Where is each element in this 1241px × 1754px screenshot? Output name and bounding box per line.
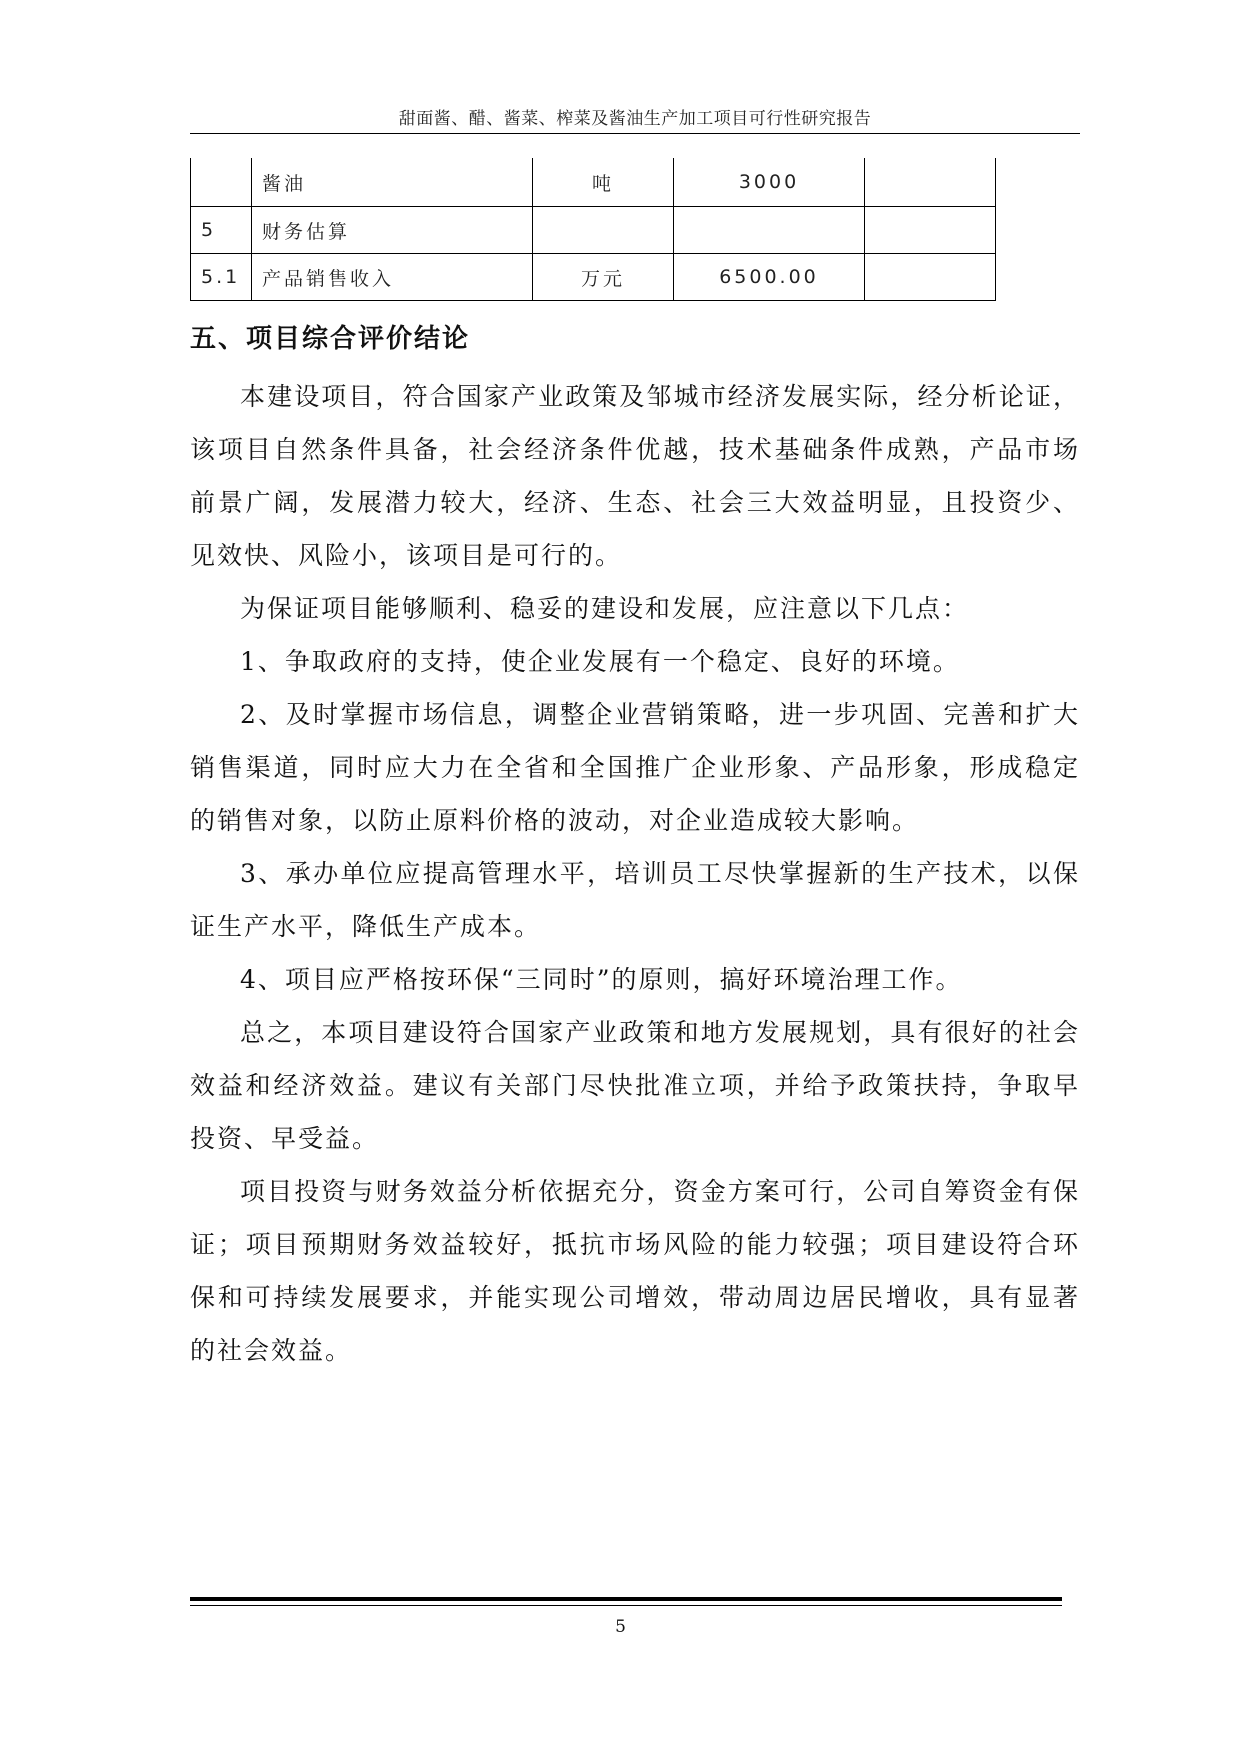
table-row	[191, 207, 996, 254]
table-cell-no: 5	[191, 207, 252, 254]
table-cell-note	[865, 254, 996, 301]
paragraph: 3、承办单位应提高管理水平，培训员工尽快掌握新的生产技术，以保证生产水平，降低生产成本。	[190, 859, 1080, 941]
page-number: 5	[615, 1617, 626, 1637]
table-cell-name: 财务估算	[252, 207, 533, 254]
table-cell-unit: 吨	[533, 158, 674, 207]
page-header: 甜面酱、醋、酱菜、榨菜及酱油生产加工项目可行性研究报告	[398, 109, 872, 129]
table-row	[191, 254, 996, 301]
table-cell-unit	[533, 207, 674, 254]
footer-rule	[190, 1605, 1062, 1606]
paragraph: 1、争取政府的支持，使企业发展有一个稳定、良好的环境。	[240, 647, 960, 676]
paragraph: 为保证项目能够顺利、稳妥的建设和发展，应注意以下几点：	[240, 594, 970, 623]
paragraph: 2、及时掌握市场信息，调整企业营销策略，进一步巩固、完善和扩大销售渠道，同时应大力在全省和全国推广企业形象、产品形象，形成稳定的销售对象，以防止原料价格的波动，对企业造成较大影响。	[190, 700, 1080, 835]
table-cell-value: 6500.00	[674, 254, 865, 301]
table-cell-no: 5.1	[191, 254, 252, 301]
header-rule	[190, 133, 1080, 134]
footer-rule	[190, 1597, 1062, 1601]
table-cell-note	[865, 207, 996, 254]
paragraph: 本建设项目，符合国家产业政策及邹城市经济发展实际，经分析论证，该项目自然条件具备，社会经济条件优越，技术基础条件成熟，产品市场前景广阔，发展潜力较大，经济、生态、社会三大效益明显，且投资少、见效快、风险小，该项目是可行的。	[190, 382, 1080, 570]
paragraph: 4、项目应严格按环保“三同时”的原则，搞好环境治理工作。	[240, 965, 963, 994]
table-cell-name: 产品销售收入	[252, 254, 533, 301]
table-cell-no	[191, 158, 252, 207]
table-row	[191, 158, 996, 207]
section-title: 五、项目综合评价结论	[190, 324, 471, 354]
indicator-table	[190, 158, 996, 301]
table-cell-value	[674, 207, 865, 254]
table-cell-unit: 万元	[533, 254, 674, 301]
table-cell-note	[865, 158, 996, 207]
paragraph: 总之，本项目建设符合国家产业政策和地方发展规划，具有很好的社会效益和经济效益。建议有关部门尽快批准立项，并给予政策扶持，争取早投资、早受益。	[190, 1018, 1080, 1153]
table-cell-value: 3000	[674, 158, 865, 207]
table-cell-name: 酱油	[252, 158, 533, 207]
body-text	[190, 370, 1080, 1377]
paragraph: 项目投资与财务效益分析依据充分，资金方案可行，公司自筹资金有保证；项目预期财务效益较好，抵抗市场风险的能力较强；项目建设符合环保和可持续发展要求，并能实现公司增效，带动周边居民增收，具有显著的社会效益。	[190, 1177, 1080, 1365]
